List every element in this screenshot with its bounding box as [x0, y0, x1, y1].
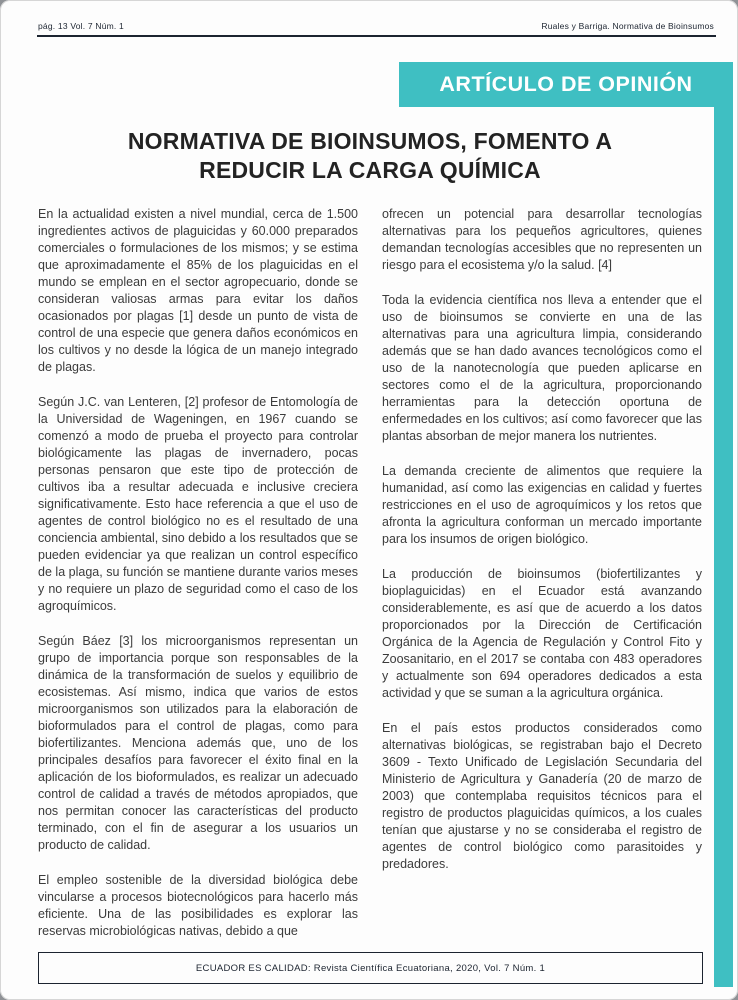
page-header: [38, 21, 714, 31]
paragraph: El empleo sostenible de la diversidad biológica debe vincularse a procesos biotecnológicos para hacerlo más eficiente. Una de las posibilidades es explorar las reservas microbiológicas nativas, debido a que: [38, 873, 358, 938]
paragraph: La demanda creciente de alimentos que requiere la humanidad, así como las exigencias en calidad y fuertes restricciones en el uso de agroquímicos y los retos que afronta la agricultura conforman un mercado importante para los insumos de origen biológico.: [382, 464, 702, 546]
paragraph: Según Báez [3] los microorganismos representan un grupo de importancia porque son responsables de la dinámica de la transformación de suelos y equilibrio de ecosistemas. Así mismo, indica que varios de estos microorganismos son utilizados para la elaboración de bioformulados para el control de plagas, como para biofertilizantes. Menciona además que, uno de los principales desafíos para favorecer el éxito final en la aplicación de los bioformulados, es realizar un adecuado control de calidad a través de métodos apropiados, que nos permitan conocer las características del producto terminado, con el fin de asegurar a los usuarios un producto de calidad.: [38, 634, 358, 852]
section-banner: [399, 62, 733, 107]
paragraph: En la actualidad existen a nivel mundial, cerca de 1.500 ingredientes activos de plaguicidas y 60.000 preparados comerciales o formulaciones de los mismos; y se estima que aproximadamente el 85% de los plaguicidas en el mundo se emplean en el sector agropecuario, donde se consideran valiosas armas para evitar los daños ocasionados por plagas [1] desde un punto de vista de control de una especie que genera daños económicos en los cultivos y no desde la lógica de un manejo integrado de plagas.: [38, 207, 358, 374]
section-banner-label: ARTÍCULO DE OPINIÓN: [439, 72, 693, 96]
article-title: NORMATIVA DE BIOINSUMOS, FOMENTO A REDUCIR LA CARGA QUÍMICA: [127, 128, 613, 184]
paragraph: En el país estos productos considerados como alternativas biológicas, se registraban bajo el Decreto 3609 - Texto Unificado de Legislación Secundaria del Ministerio de Agricultura y Ganadería (20 de marzo de 2003) que contemplaba requisitos técnicos para el registro de productos plaguicidas químicos, a los cuales tenían que ajustarse y no se consideraba el registro de agentes de control biológico como parasitoides y predadores.: [382, 721, 702, 871]
paragraph: Toda la evidencia científica nos lleva a entender que el uso de bioinsumos se convierte en una de las alternativas para una agricultura limpia, considerando además que se han dado avances tecnológicos como el uso de la nanotecnología que pueden aplicarse en sectores como el de la agricultura, proporcionando herramientas para la detección oportuna de enfermedades en los cultivos; así como favorecer que las plantas absorban de mejor manera los nutrientes.: [382, 293, 702, 443]
paragraph: Según J.C. van Lenteren, [2] profesor de Entomología de la Universidad de Wageningen, en 1967 cuando se comenzó a modo de prueba el proyecto para controlar biológicamente las plagas de invernadero, pocas personas pensaron que este tipo de protección de cultivos iba a resultar adecuada e inclusive creciera significativamente. Esto hace referencia a que el uso de agentes de control biológico no es el resultado de una conciencia ambiental, sino debido a los resultados que se pueden evidenciar ya que realizan un control específico de la plaga, su función se mantiene durante varios meses y no requiere un plazo de seguridad como el caso de los agroquímicos.: [38, 395, 358, 613]
header-running-title: Ruales y Barriga. Normativa de Bioinsumos: [541, 21, 714, 31]
column-left: [38, 206, 358, 958]
accent-side-bar: [714, 62, 733, 987]
article-body: [38, 206, 702, 958]
page-footer: [38, 952, 703, 984]
paragraph: ofrecen un potencial para desarrollar tecnologías alternativas para los pequeños agricultores, quienes demandan tecnologías accesibles que no representen un riesgo para el ecosistema y/o la salud. [4]: [382, 207, 702, 272]
paragraph: La producción de bioinsumos (biofertilizantes y bioplaguicidas) en el Ecuador está avanzando considerablemente, es así que de acuerdo a los datos proporcionados por la Dirección de Certificación Orgánica de la Agencia de Regulación y Control Fito y Zoosanitario, en el 2017 se contaba con 483 operadores y actualmente son 694 operadores dedicados a esta actividad y que se suman a la agricultura orgánica.: [382, 567, 702, 700]
column-right: [382, 206, 702, 958]
header-page-info: pág. 13 Vol. 7 Núm. 1: [38, 21, 124, 31]
article-title-wrap: [38, 127, 702, 186]
header-rule: [37, 35, 716, 37]
footer-text: ECUADOR ES CALIDAD: Revista Científica Ecuatoriana, 2020, Vol. 7 Núm. 1: [195, 962, 546, 974]
